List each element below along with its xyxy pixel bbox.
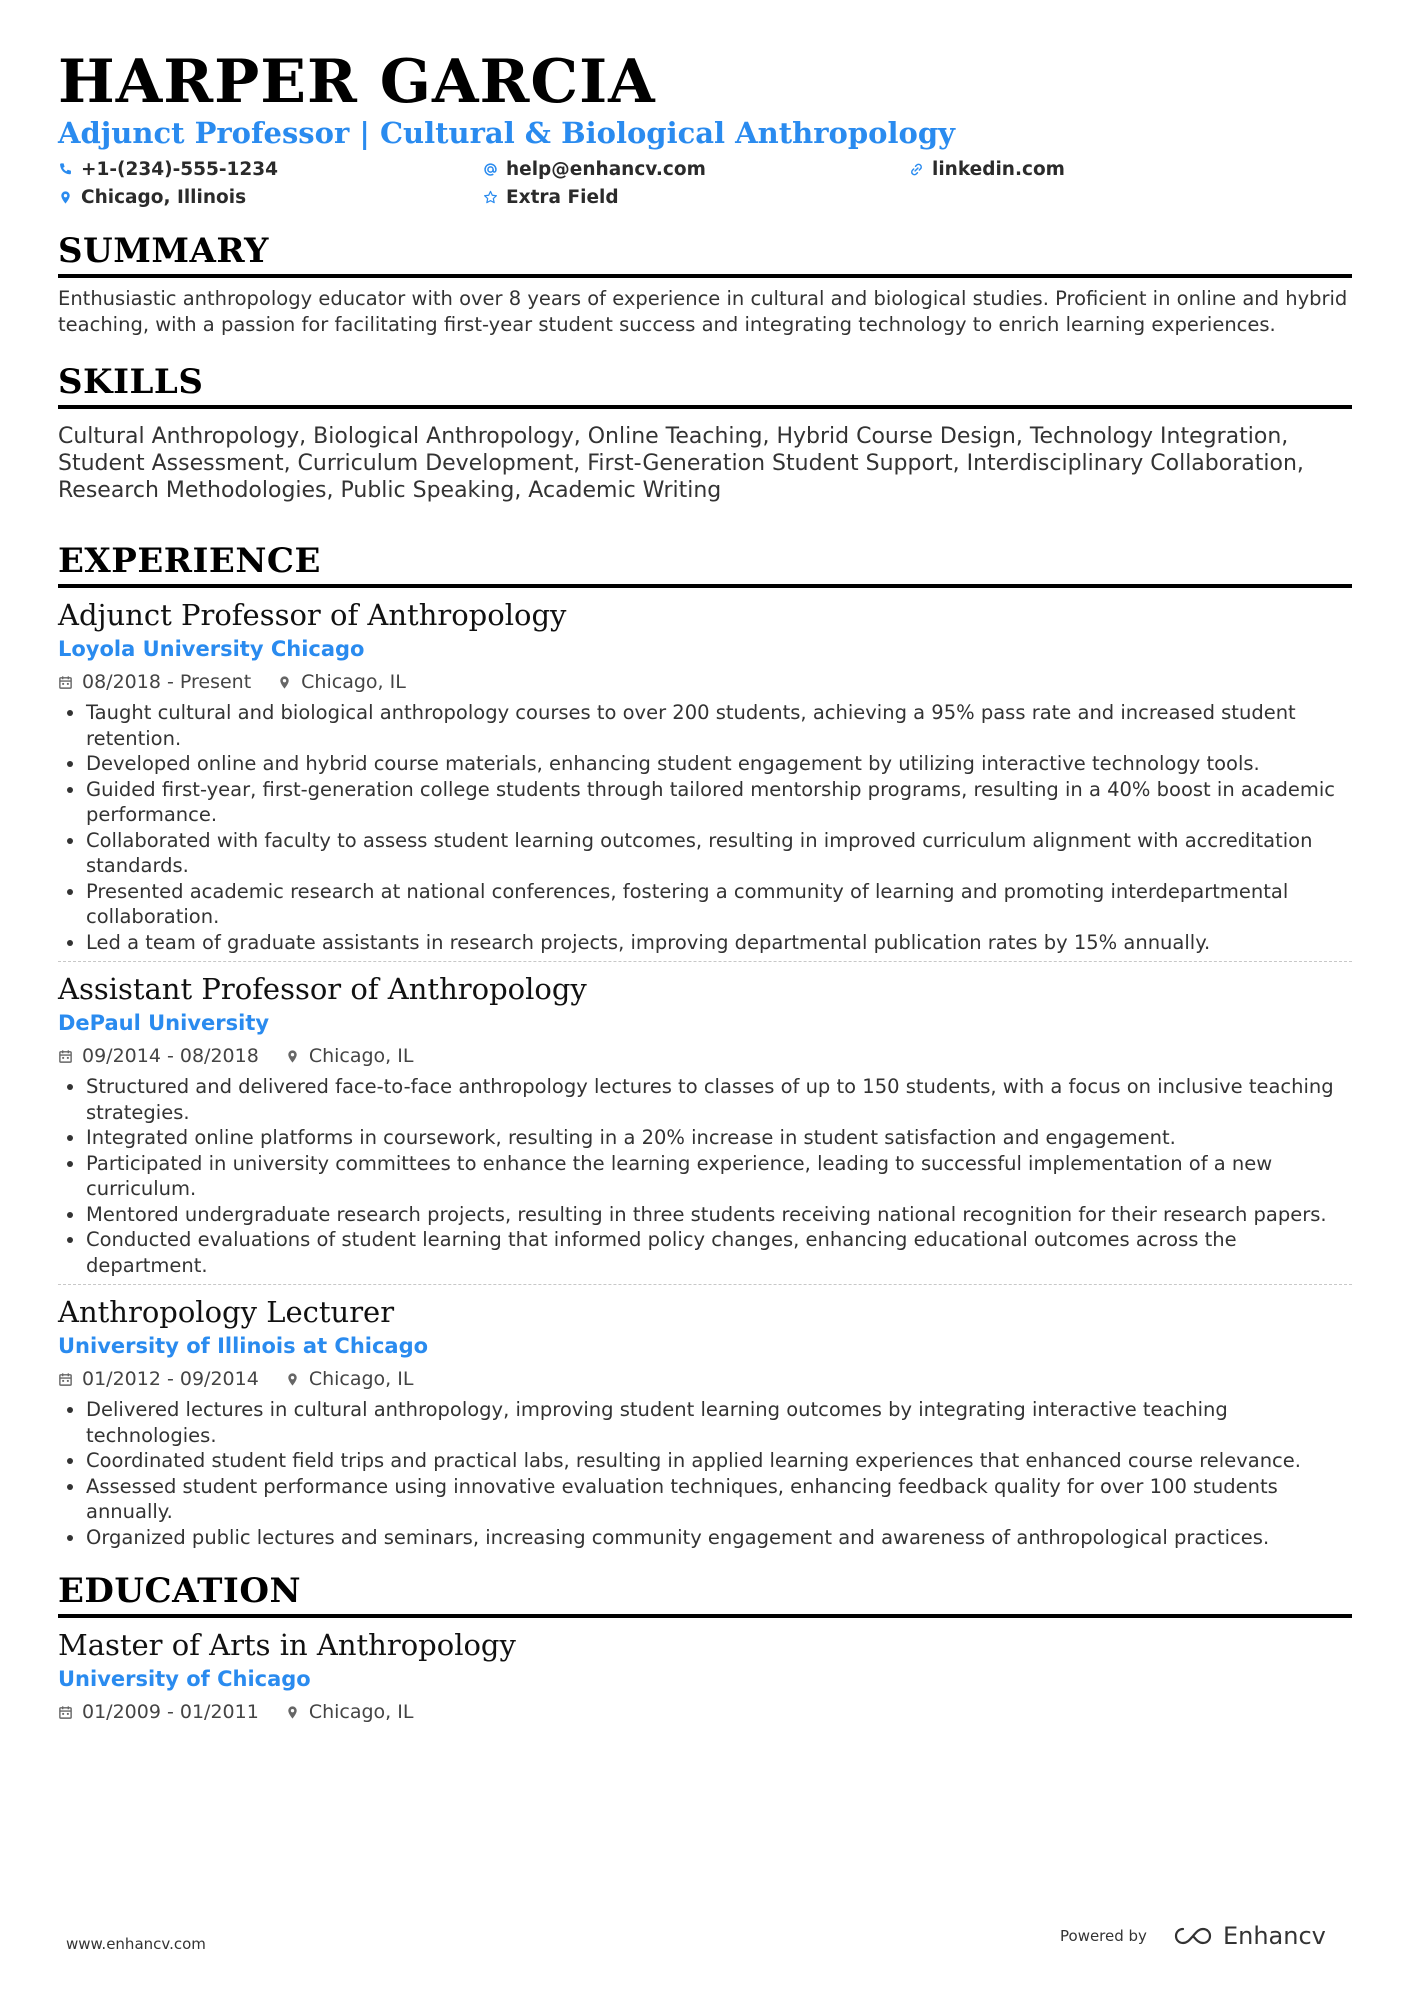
location-pin-icon — [277, 675, 292, 690]
experience-entry — [58, 1293, 1352, 1550]
star-icon — [483, 190, 498, 205]
bullet-item: • Conducted evaluations of student learning that informed policy changes, enhancing educational outcomes across the department. — [86, 1227, 1352, 1278]
bullet-item: • Collaborated with faculty to assess student learning outcomes, resulting in improved curriculum alignment with accreditation standards. — [86, 828, 1352, 879]
education-entry — [58, 1626, 1352, 1726]
experience-section — [58, 540, 1352, 1550]
company-name: University of Illinois at Chicago — [58, 1334, 429, 1358]
phone-icon — [58, 162, 73, 177]
candidate-title: Adjunct Professor | Cultural & Biological Anthropology — [58, 116, 955, 150]
enhancv-logo-icon — [1171, 1924, 1215, 1948]
summary-heading: SUMMARY — [58, 230, 1352, 278]
school-name: University of Chicago — [58, 1667, 311, 1691]
job-location-text: Chicago, IL — [308, 1368, 414, 1390]
bullet-item: • Assessed student performance using innovative evaluation techniques, enhancing feedback quality for over 100 students annually. — [86, 1474, 1352, 1525]
job-meta — [58, 1365, 1352, 1393]
bullet-item: • Coordinated student field trips and practical labs, resulting in applied learning experiences that enhanced course relevance. — [86, 1448, 1352, 1474]
job-location — [285, 1045, 414, 1067]
bullet-item: • Developed online and hybrid course materials, enhancing student engagement by utilizing interactive technology tools. — [86, 751, 1352, 777]
job-location — [285, 1368, 414, 1390]
job-dates-text: 09/2014 - 08/2018 — [82, 1045, 259, 1067]
bullet-item: • Delivered lectures in cultural anthropology, improving student learning outcomes by integrating interactive teaching technologies. — [86, 1397, 1352, 1448]
location-pin-icon — [285, 1705, 300, 1720]
powered-by-text: Powered by — [1060, 1927, 1147, 1945]
at-icon — [483, 162, 498, 177]
footer-branding — [1060, 1922, 1326, 1950]
job-dates — [58, 1045, 259, 1067]
bullet-item: • Organized public lectures and seminars, increasing community engagement and awareness of anthropological practices. — [86, 1525, 1352, 1551]
entry-divider — [58, 961, 1352, 962]
job-title: Adjunct Professor of Anthropology — [58, 598, 567, 632]
job-bullets — [58, 1397, 1352, 1550]
bullet-item: • Mentored undergraduate research projects, resulting in three students receiving national recognition for their research papers. — [86, 1202, 1352, 1228]
job-meta — [58, 668, 1352, 696]
location-pin-icon — [58, 190, 73, 205]
contact-location — [58, 184, 483, 210]
education-dates-text: 01/2009 - 01/2011 — [82, 1701, 259, 1723]
bullet-item: • Led a team of graduate assistants in research projects, improving departmental publication rates by 15% annually. — [86, 930, 1352, 956]
job-dates — [58, 671, 251, 693]
resume-page — [58, 46, 1352, 1726]
skills-heading: SKILLS — [58, 361, 1352, 409]
phone-text: +1-(234)-555-1234 — [81, 158, 279, 180]
job-bullets — [58, 1074, 1352, 1278]
job-dates-text: 01/2012 - 09/2014 — [82, 1368, 259, 1390]
email-text: help@enhancv.com — [506, 158, 706, 180]
experience-entry — [58, 596, 1352, 955]
summary-text: Enthusiastic anthropology educator with over 8 years of experience in cultural and biological studies. Proficient in online and hybrid teaching, with a passion for facilitating first-year student success and integrating technology to enrich learning experiences. — [58, 287, 1348, 336]
bullet-item: • Guided first-year, first-generation college students through tailored mentorship programs, resulting in a 40% boost in academic performance. — [86, 777, 1352, 828]
job-dates — [58, 1368, 259, 1390]
job-location — [277, 671, 406, 693]
job-meta — [58, 1042, 1352, 1070]
company-name: DePaul University — [58, 1011, 270, 1035]
link-icon — [909, 162, 924, 177]
education-location — [285, 1701, 414, 1723]
calendar-icon — [58, 675, 73, 690]
skills-section — [58, 361, 1352, 504]
calendar-icon — [58, 1049, 73, 1064]
education-heading: EDUCATION — [58, 1570, 1352, 1618]
job-title: Anthropology Lecturer — [58, 1295, 395, 1329]
bullet-item: • Participated in university committees to enhance the learning experience, leading to successful implementation of a new curriculum. — [86, 1151, 1352, 1202]
contact-linkedin[interactable] — [909, 156, 1309, 182]
bullet-item: • Structured and delivered face-to-face anthropology lectures to classes of up to 150 students, with a focus on inclusive teaching strategies. — [86, 1074, 1352, 1125]
location-pin-icon — [285, 1049, 300, 1064]
footer-website[interactable]: www.enhancv.com — [66, 1935, 206, 1953]
education-dates — [58, 1701, 259, 1723]
brand-name: Enhancv — [1222, 1922, 1326, 1950]
location-text: Chicago, Illinois — [81, 186, 247, 208]
education-meta — [58, 1698, 1352, 1726]
summary-section — [58, 230, 1352, 337]
candidate-name: HARPER GARCIA — [58, 47, 656, 117]
education-location-text: Chicago, IL — [308, 1701, 414, 1723]
job-location-text: Chicago, IL — [301, 671, 406, 693]
job-title: Assistant Professor of Anthropology — [58, 972, 587, 1006]
calendar-icon — [58, 1372, 73, 1387]
degree-title: Master of Arts in Anthropology — [58, 1628, 516, 1662]
experience-heading: EXPERIENCE — [58, 540, 1352, 588]
extra-field-text: Extra Field — [506, 186, 619, 208]
education-section — [58, 1570, 1352, 1726]
linkedin-text: linkedin.com — [932, 158, 1065, 180]
bullet-item: • Integrated online platforms in coursework, resulting in a 20% increase in student satisfaction and engagement. — [86, 1125, 1352, 1151]
job-location-text: Chicago, IL — [308, 1045, 414, 1067]
location-pin-icon — [285, 1372, 300, 1387]
contact-extra — [483, 184, 909, 210]
contact-phone — [58, 156, 483, 182]
skills-text: Cultural Anthropology, Biological Anthropology, Online Teaching, Hybrid Course Design, Technology Integration, Student Assessment, Curriculum Development, First-Generation Student Support, Interdisciplinary Collaboration, Research Methodologies, Public Speaking, Academic Writing — [58, 424, 1304, 503]
contact-info — [58, 156, 1352, 210]
company-name: Loyola University Chicago — [58, 637, 365, 661]
job-bullets — [58, 700, 1352, 955]
contact-email[interactable] — [483, 156, 909, 182]
enhancv-logo[interactable] — [1171, 1922, 1326, 1950]
bullet-item: • Taught cultural and biological anthropology courses to over 200 students, achieving a 95% pass rate and increased student retention. — [86, 700, 1352, 751]
bullet-item: • Presented academic research at national conferences, fostering a community of learning and promoting interdepartmental collaboration. — [86, 879, 1352, 930]
experience-entry — [58, 970, 1352, 1278]
calendar-icon — [58, 1705, 73, 1720]
entry-divider — [58, 1284, 1352, 1285]
job-dates-text: 08/2018 - Present — [82, 671, 252, 693]
